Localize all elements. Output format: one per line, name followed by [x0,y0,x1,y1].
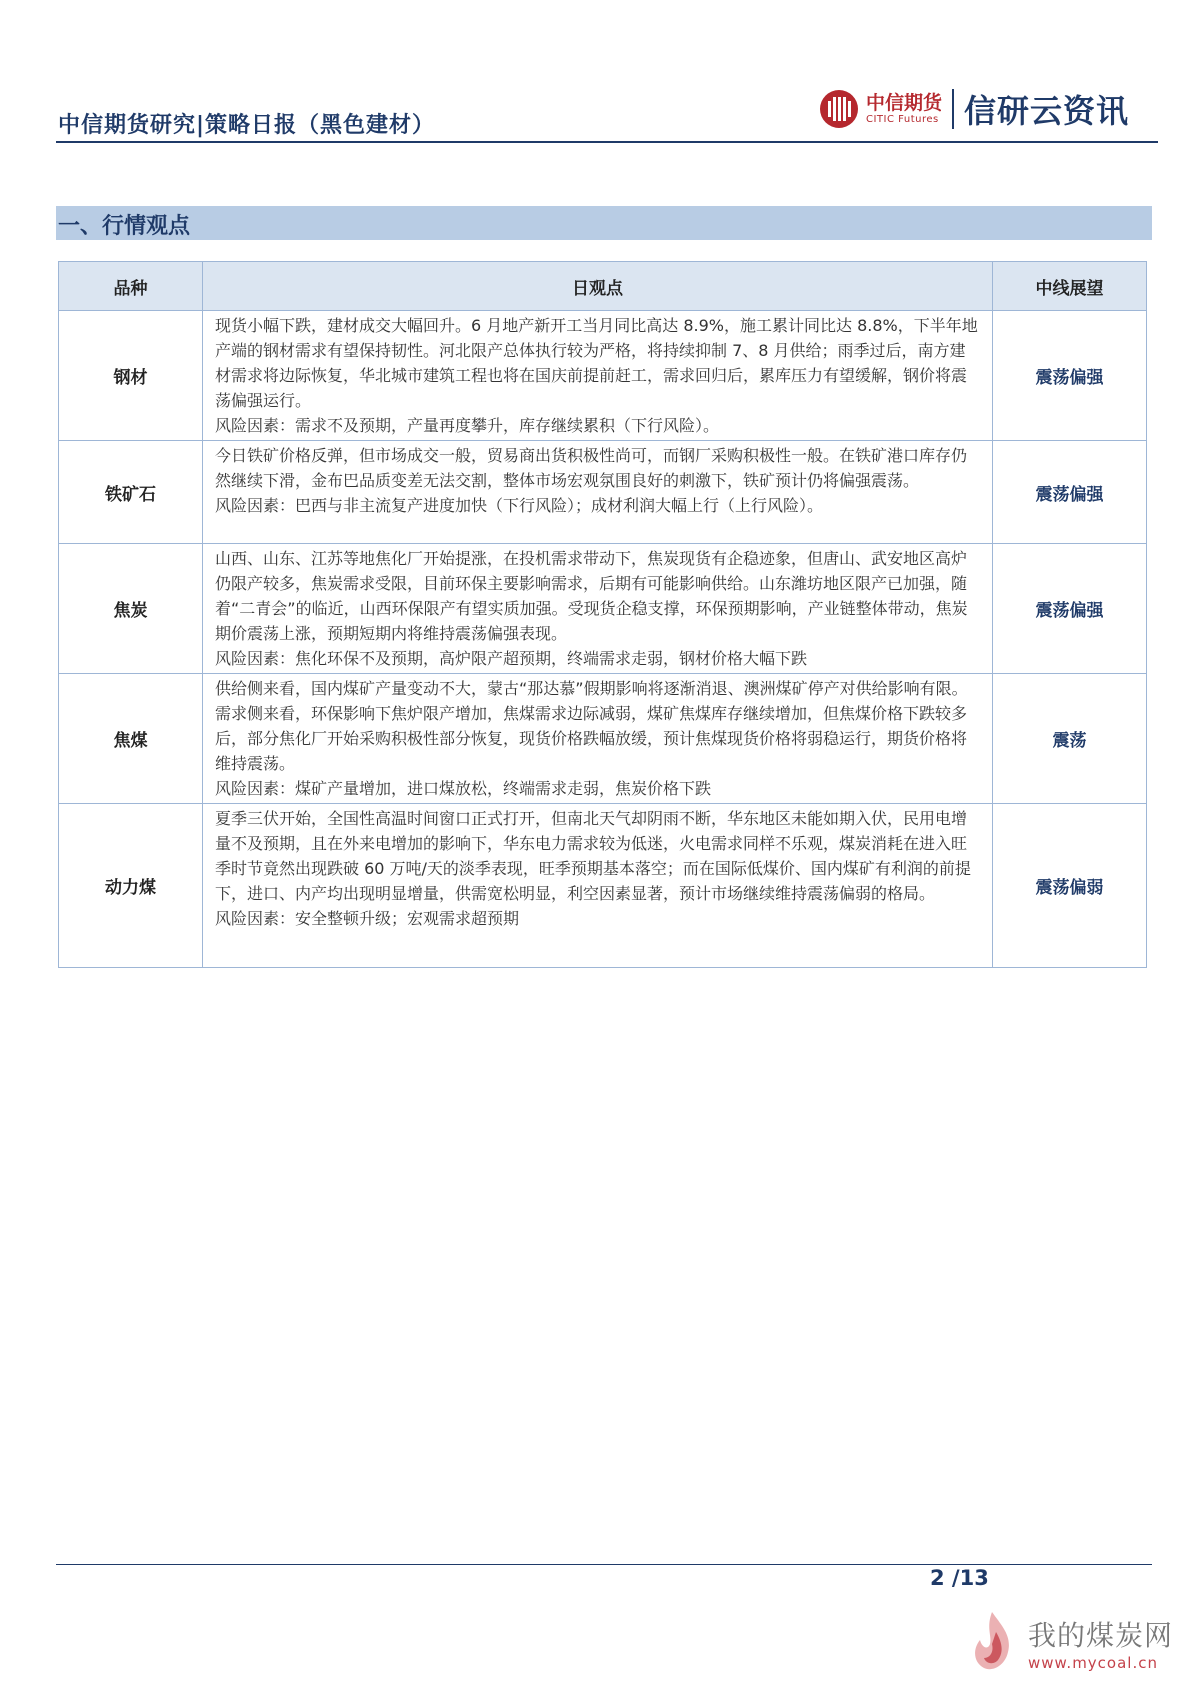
table-row [59,544,1147,674]
risk-factors: 风险因素：煤矿产量增加，进口煤放松，终端需求走弱，焦炭价格下跌 [215,779,712,798]
risk-factors: 风险因素：巴西与非主流复产进度加快（下行风险）；成材利润大幅上行（上行风险）。 [215,496,824,515]
daily-view-text: 现货小幅下跌，建材成交大幅回升。6 月地产新开工当月同比高达 8.9%，施工累计同比达 8.8%，下半年地产端的钢材需求有望保持韧性。河北限产总体执行较为严格，将持续抑制 7、8 月供给；雨季过后，南方建材需求将边际恢复，华北城市建筑工程也将在国庆前提前赶工，需求回归后，累库压力有望缓解，钢价将震荡偏强运行。 [215,316,978,410]
variety-name: 钢材 [59,311,203,441]
daily-view-cell [203,674,993,804]
watermark-text: 我的煤炭网 [1028,1619,1174,1652]
risk-factors: 风险因素：焦化环保不及预期，高炉限产超预期，终端需求走弱，钢材价格大幅下跌 [215,649,808,668]
risk-factors: 风险因素：需求不及预期，产量再度攀升，库存继续累积（下行风险）。 [215,416,720,435]
column-header-outlook: 中线展望 [993,262,1147,311]
table-row [59,804,1147,968]
table-row [59,674,1147,804]
table-header-row [59,262,1147,311]
daily-view-cell [203,311,993,441]
citic-logo-icon [818,88,860,130]
variety-name: 铁矿石 [59,441,203,544]
logo-chinese: 中信期货 [866,92,943,114]
table-row [59,441,1147,544]
section-title: 一、行情观点 [58,214,191,239]
footer-rule [56,1564,1152,1565]
daily-view-text: 供给侧来看，国内煤矿产量变动不大，蒙古“那达慕”假期影响将逐渐消退、澳洲煤矿停产对供给影响有限。需求侧来看，环保影响下焦炉限产增加，焦煤需求边际减弱，煤矿焦煤库存继续增加，但焦煤价格下跌较多后，部分焦化厂开始采购积极性部分恢复，现货价格跌幅放缓，预计焦煤现货价格将弱稳运行，期货价格将维持震荡。 [215,679,968,773]
risk-factors: 风险因素：安全整顿升级；宏观需求超预期 [215,909,520,928]
flame-logo-icon [962,1608,1022,1678]
outlook-value: 震荡偏强 [993,544,1147,674]
outlook-value: 震荡偏弱 [993,804,1147,968]
logo-divider [952,89,954,129]
daily-view-text: 今日铁矿价格反弹，但市场成交一般，贸易商出货积极性尚可，而钢厂采购积极性一般。在铁矿港口库存仍然继续下滑，金布巴品质变差无法交割，整体市场宏观氛围良好的刺激下，铁矿预计仍将偏强震荡。 [215,446,968,490]
citic-logo [818,86,1129,132]
outlook-value: 震荡偏强 [993,311,1147,441]
column-header-daily-view: 日观点 [203,262,993,311]
outlook-value: 震荡偏强 [993,441,1147,544]
variety-name: 焦煤 [59,674,203,804]
table-row [59,311,1147,441]
header-rule [56,141,1158,143]
daily-view-cell [203,441,993,544]
page-number: 2 /13 [930,1566,989,1590]
variety-name: 动力煤 [59,804,203,968]
brand-name: 信研云资讯 [964,92,1130,130]
daily-view-cell [203,804,993,968]
daily-view-text: 山西、山东、江苏等地焦化厂开始提涨，在投机需求带动下，焦炭现货有企稳迹象，但唐山、武安地区高炉仍限产较多，焦炭需求受限，目前环保主要影响需求，后期有可能影响供给。山东潍坊地区限产已加强，随着“二青会”的临近，山西环保限产有望实质加强。受现货企稳支撑，环保预期影响，产业链整体带动，焦炭期价震荡上涨，预期短期内将维持震荡偏强表现。 [215,549,968,643]
outlook-value: 震荡 [993,674,1147,804]
section-header [56,206,1152,240]
watermark [962,1608,1173,1678]
report-title: 中信期货研究|策略日报（黑色建材） [58,113,436,138]
daily-view-cell [203,544,993,674]
daily-view-text: 夏季三伏开始，全国性高温时间窗口正式打开，但南北天气却阴雨不断，华东地区未能如期入伏，民用电增量不及预期，且在外来电增加的影响下，华东电力需求较为低迷，火电需求同样不乐观，煤炭消耗在进入旺季时节竟然出现跌破 60 万吨/天的淡季表现，旺季预期基本落空；而在国际低煤价、国内煤矿有利润的前提下，进口、内产均出现明显增量，供需宽松明显，利空因素显著，预计市场继续维持震荡偏弱的格局。 [215,809,971,903]
logo-english: CITIC Futures [866,114,939,125]
watermark-url: www.mycoal.cn [1028,1654,1158,1672]
market-view-table [58,261,1147,968]
column-header-variety: 品种 [59,262,203,311]
variety-name: 焦炭 [59,544,203,674]
